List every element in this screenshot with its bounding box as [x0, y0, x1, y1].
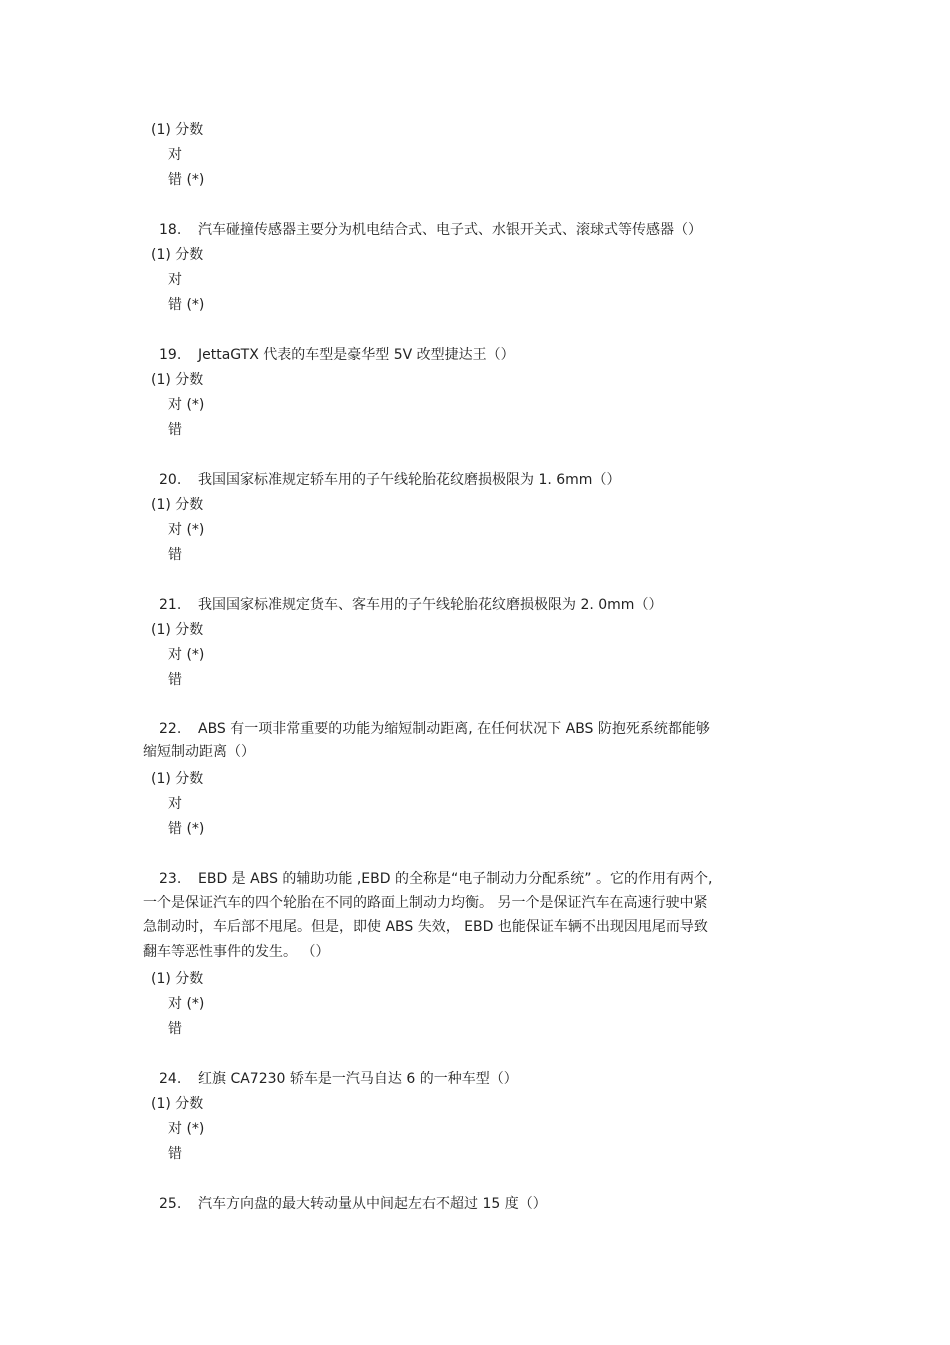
- score-label: (1) 分数: [151, 497, 204, 513]
- option-true: 对: [168, 147, 182, 163]
- option-true: 对 (*): [168, 522, 205, 538]
- question-text-continued: 急制动时，车后部不甩尾。但是，即使 ABS 失效， EBD 也能保证车辆不出现因甩尾而导致: [143, 919, 708, 935]
- question-number: 22.: [159, 721, 182, 737]
- score-label: (1) 分数: [151, 372, 204, 388]
- question-number: 23.: [159, 871, 182, 887]
- score-label: (1) 分数: [151, 622, 204, 638]
- score-label: (1) 分数: [151, 1096, 204, 1112]
- question-text: 汽车方向盘的最大转动量从中间起左右不超过 15 度（）: [198, 1196, 547, 1212]
- option-true: 对 (*): [168, 647, 205, 663]
- question-text: 汽车碰撞传感器主要分为机电结合式、电子式、水银开关式、滚球式等传感器（）: [198, 222, 702, 238]
- score-label: (1) 分数: [151, 247, 204, 263]
- option-false: 错 (*): [168, 821, 205, 837]
- option-false: 错 (*): [168, 172, 205, 188]
- option-false: 错: [168, 1146, 182, 1162]
- question-text: EBD 是 ABS 的辅助功能 ,EBD 的全称是“电子制动力分配系统” 。它的作用有两个,: [198, 871, 713, 887]
- option-true: 对: [168, 272, 182, 288]
- score-label: (1) 分数: [151, 971, 204, 987]
- question-number: 19.: [159, 347, 182, 363]
- question-text-continued: 翻车等恶性事件的发生。 （）: [143, 944, 330, 960]
- question-text: JettaGTX 代表的车型是豪华型 5V 改型捷达王（）: [198, 347, 515, 363]
- question-number: 20.: [159, 472, 182, 488]
- option-true: 对 (*): [168, 1121, 205, 1137]
- score-label: (1) 分数: [151, 122, 204, 138]
- option-true: 对 (*): [168, 996, 205, 1012]
- option-false: 错: [168, 672, 182, 688]
- question-text-continued: 缩短制动距离（）: [143, 744, 255, 760]
- option-false: 错: [168, 422, 182, 438]
- question-text-continued: 一个是保证汽车的四个轮胎在不同的路面上制动力均衡。 另一个是保证汽车在高速行驶中紧: [143, 895, 708, 911]
- score-label: (1) 分数: [151, 771, 204, 787]
- question-number: 21.: [159, 597, 182, 613]
- question-number: 18.: [159, 222, 182, 238]
- option-false: 错: [168, 547, 182, 563]
- question-text: 红旗 CA7230 轿车是一汽马自达 6 的一种车型（）: [198, 1071, 518, 1087]
- option-false: 错 (*): [168, 297, 205, 313]
- question-text: 我国国家标准规定货车、客车用的子午线轮胎花纹磨损极限为 2. 0mm（）: [198, 597, 663, 613]
- option-true: 对 (*): [168, 397, 205, 413]
- question-text: 我国国家标准规定轿车用的子午线轮胎花纹磨损极限为 1. 6mm（）: [198, 472, 621, 488]
- option-false: 错: [168, 1021, 182, 1037]
- question-text: ABS 有一项非常重要的功能为缩短制动距离, 在任何状况下 ABS 防抱死系统都能够: [198, 721, 710, 737]
- question-number: 25.: [159, 1196, 182, 1212]
- question-number: 24.: [159, 1071, 182, 1087]
- option-true: 对: [168, 796, 182, 812]
